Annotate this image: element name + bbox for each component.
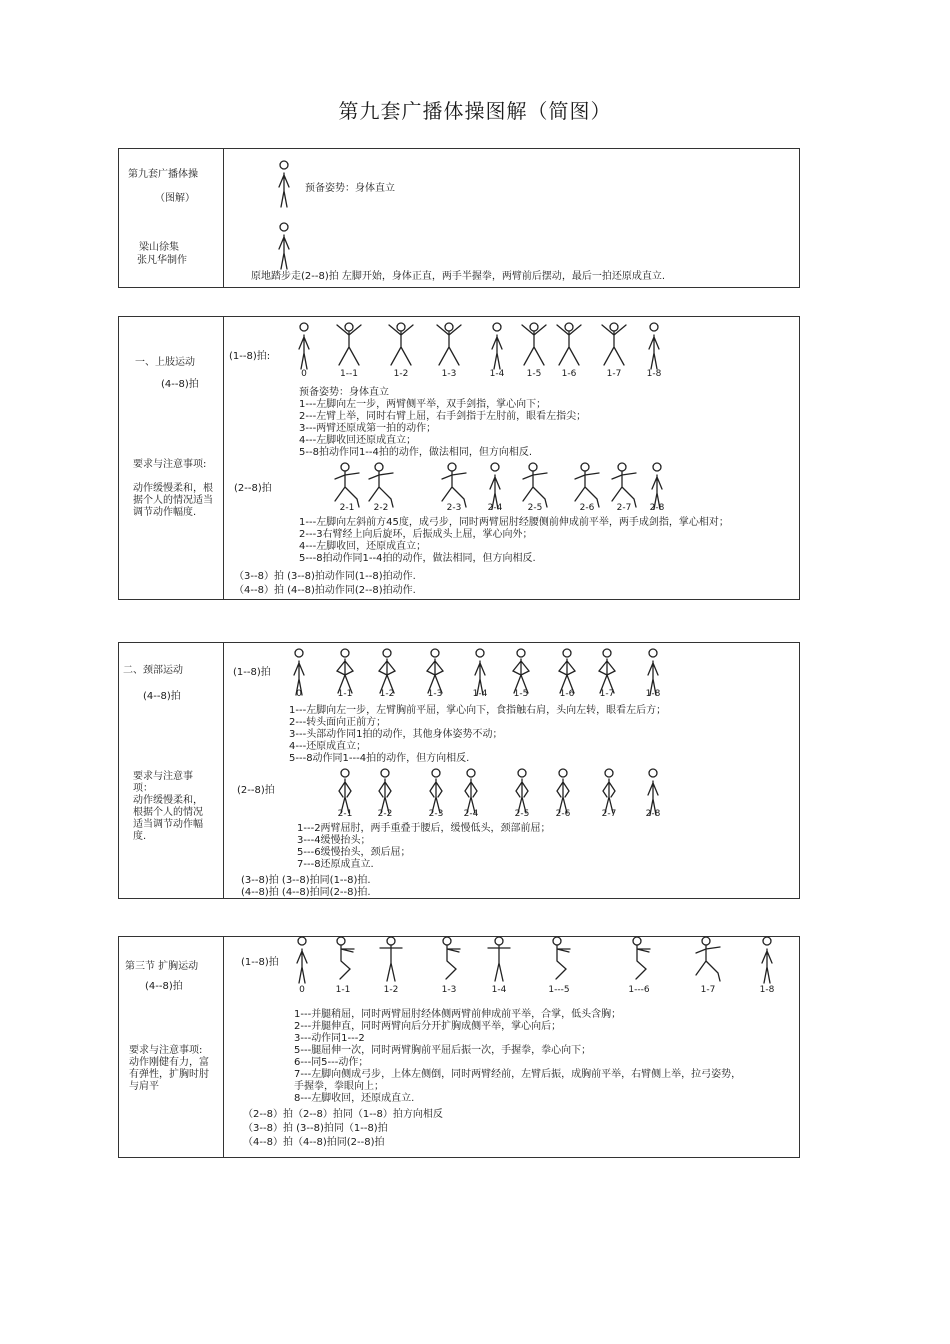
figure-head bbox=[381, 769, 389, 777]
movement-figure bbox=[514, 767, 530, 815]
section-2-notes-title: 要求与注意事项： bbox=[133, 771, 193, 794]
section-2-row1-line: 4---还原成直立； bbox=[289, 741, 367, 752]
movement-figure bbox=[377, 647, 397, 695]
section-1-row1-line: 5--8拍动作同1--4拍的动作，做法相同，但方向相反. bbox=[299, 447, 533, 458]
figure-limbs bbox=[516, 779, 528, 813]
beat-label: 1-4 bbox=[491, 985, 507, 995]
figure-limbs bbox=[649, 335, 659, 369]
movement-figure bbox=[425, 647, 445, 695]
beat-label: 0 bbox=[301, 369, 307, 379]
movement-figure bbox=[377, 767, 393, 815]
section-3-notes: 动作刚健有力，富有弹性，扩胸时肘与肩平 bbox=[129, 1057, 209, 1092]
beat-label: 1---6 bbox=[628, 985, 650, 995]
figure-head bbox=[763, 937, 771, 945]
beat-label: 1-1 bbox=[337, 689, 353, 699]
figure-head bbox=[298, 937, 306, 945]
section-2-name: 二、颈部运动 bbox=[123, 665, 183, 676]
figure-limbs bbox=[339, 779, 351, 813]
section-3-row1-line: 7---左脚向侧成弓步，上体左侧倒，同时两臂经前，左臂后振，成胸前平举，右臂侧上举，拉弓姿势， bbox=[294, 1069, 742, 1080]
figure-limbs bbox=[575, 471, 599, 507]
section-2-row1-line: 5---8动作同1---4拍的动作，但方向相反. bbox=[289, 753, 470, 764]
beat-label: 1-6 bbox=[559, 689, 575, 699]
section-3-panel bbox=[118, 936, 800, 1158]
figure-limbs bbox=[523, 471, 547, 507]
figure-limbs bbox=[603, 779, 615, 813]
movement-figure bbox=[555, 321, 583, 367]
section-2-row2-line: 5---6缓慢抬头，颈后屈； bbox=[297, 847, 411, 858]
figure-head bbox=[553, 937, 561, 945]
figure-head bbox=[493, 323, 501, 331]
figure-limbs bbox=[430, 779, 442, 813]
figure-head bbox=[280, 161, 288, 169]
figure-limbs bbox=[442, 471, 466, 507]
movement-figure bbox=[428, 767, 444, 815]
movement-figure bbox=[610, 461, 638, 509]
figure-limbs bbox=[379, 779, 391, 813]
figure-limbs bbox=[369, 471, 393, 507]
movement-figure bbox=[760, 935, 774, 985]
section-3-name: 第三节 扩胸运动 bbox=[125, 961, 199, 972]
figure-head bbox=[495, 937, 503, 945]
figure-head bbox=[517, 649, 525, 657]
figure-head bbox=[432, 769, 440, 777]
intro-heading-sub: （图解） bbox=[155, 193, 195, 204]
section-1-row2-line: 4---左脚收回，还原成直立； bbox=[299, 541, 427, 552]
section-2-row2-line: 7---8还原成直立. bbox=[297, 859, 374, 870]
section-2-row1-line: 1---左脚向左一步，左臂胸前平屈，掌心向下，食指触右肩，头向左转，眼看左后方； bbox=[289, 705, 667, 716]
intro-heading: 第九套广播体操 bbox=[128, 169, 198, 180]
beat-label: 1-7 bbox=[606, 369, 622, 379]
beat-label: 2-6 bbox=[555, 809, 571, 819]
figure-head bbox=[383, 649, 391, 657]
section-3-row4: （4--8）拍（4--8)拍同(2--8)拍 bbox=[243, 1137, 385, 1148]
beat-label: 2-3 bbox=[428, 809, 444, 819]
section-1-row1-line: 预备姿势：身体直立 bbox=[299, 387, 389, 398]
figure-head bbox=[618, 463, 626, 471]
figure-limbs bbox=[488, 945, 510, 981]
beat-label: 1-8 bbox=[645, 689, 661, 699]
figure-head bbox=[337, 937, 345, 945]
figure-limbs bbox=[696, 945, 720, 981]
figure-limbs bbox=[337, 325, 361, 365]
figure-head bbox=[341, 769, 349, 777]
movement-figure bbox=[511, 647, 531, 695]
movement-figure bbox=[463, 767, 479, 815]
movement-figure bbox=[435, 321, 463, 367]
section-3-row1-label: (1--8)拍 bbox=[241, 957, 279, 968]
figure-head bbox=[605, 769, 613, 777]
figure-head bbox=[530, 323, 538, 331]
figure-head bbox=[431, 649, 439, 657]
beat-label: 2-4 bbox=[487, 503, 503, 513]
beat-label: 2-2 bbox=[373, 503, 389, 513]
section-1-row3: （3--8）拍 (3--8)拍动作同(1--8)拍动作. bbox=[234, 571, 416, 582]
movement-figure bbox=[295, 935, 309, 985]
movement-figure bbox=[647, 321, 661, 371]
figure-limbs bbox=[612, 471, 636, 507]
figure-limbs bbox=[762, 949, 772, 983]
figure-head bbox=[702, 937, 710, 945]
beat-label: 1-5 bbox=[526, 369, 542, 379]
figure-limbs bbox=[335, 471, 359, 507]
movement-figure bbox=[337, 767, 353, 815]
figure-limbs bbox=[389, 325, 413, 365]
movement-figure bbox=[333, 461, 361, 509]
movement-figure bbox=[601, 767, 617, 815]
section-1-row2-line: 1---左脚向左斜前方45度，成弓步，同时两臂屈肘经腰侧前伸成前平举，两手成剑指，掌心相对； bbox=[299, 517, 729, 528]
section-2-row3: (3--8)拍 (3--8)拍同(1--8)拍. bbox=[241, 875, 371, 886]
figure-head bbox=[565, 323, 573, 331]
figure-limbs bbox=[513, 659, 529, 693]
figure-head bbox=[610, 323, 618, 331]
section-2-row2-label: (2--8)拍 bbox=[237, 785, 275, 796]
beat-label: 2-5 bbox=[527, 503, 543, 513]
beat-label: 0 bbox=[296, 689, 302, 699]
movement-figure bbox=[332, 935, 354, 981]
movement-figure bbox=[335, 321, 363, 367]
figure-head bbox=[650, 323, 658, 331]
figure-limbs bbox=[297, 949, 307, 983]
section-1-row4: （4--8）拍 (4--8)拍动作同(2--8)拍动作. bbox=[234, 585, 416, 596]
section-2-row1-line: 2---转头面向正前方； bbox=[289, 717, 387, 728]
figure-limbs bbox=[559, 659, 575, 693]
figure-limbs bbox=[446, 945, 460, 979]
figure-head bbox=[649, 769, 657, 777]
figure-limbs bbox=[557, 779, 569, 813]
section-3-row1-line: 1---并腿稍屈，同时两臂屈肘经体侧两臂前伸成前平举，合掌，低头含胸； bbox=[294, 1009, 622, 1020]
section-2-beats: (4--8)拍 bbox=[143, 691, 181, 702]
intro-ready-text: 预备姿势：身体直立 bbox=[305, 183, 395, 194]
beat-label: 1-3 bbox=[441, 985, 457, 995]
beat-label: 1-2 bbox=[379, 689, 395, 699]
figure-limbs bbox=[427, 659, 443, 693]
section-1-name: 一、上肢运动 bbox=[135, 357, 195, 368]
figure-head bbox=[476, 649, 484, 657]
movement-figure bbox=[438, 935, 460, 981]
figure-head bbox=[397, 323, 405, 331]
section-1-panel bbox=[118, 316, 800, 600]
beat-label: 1-7 bbox=[700, 985, 716, 995]
figure-limbs bbox=[380, 945, 402, 981]
figure-head bbox=[443, 937, 451, 945]
figure-limbs bbox=[337, 659, 353, 693]
section-3-row1-line: 6---同5---动作； bbox=[294, 1057, 369, 1068]
movement-figure bbox=[600, 321, 628, 367]
beat-label: 1-3 bbox=[441, 369, 457, 379]
section-3-row1-line: 3---动作同1---2 bbox=[294, 1033, 365, 1044]
figure-head bbox=[280, 223, 288, 231]
intro-left-column bbox=[119, 149, 224, 287]
movement-figure bbox=[521, 461, 549, 509]
section-1-beats: (4--8)拍 bbox=[161, 379, 199, 390]
movement-figure bbox=[557, 647, 577, 695]
intro-panel bbox=[118, 148, 800, 288]
section-2-row2-line: 3---4缓慢抬头； bbox=[297, 835, 371, 846]
section-3-row1-line: 5---腿屈伸一次，同时两臂胸前平屈后振一次，手握拳，拳心向下； bbox=[294, 1045, 592, 1056]
figure-head bbox=[467, 769, 475, 777]
beat-label: 1-6 bbox=[561, 369, 577, 379]
section-3-row2: （2--8）拍（2--8）拍同（1--8）拍方向相反 bbox=[243, 1109, 443, 1120]
section-1-notes-title: 要求与注意事项: bbox=[133, 459, 207, 470]
section-3-row1-line: 8---左脚收回，还原成直立. bbox=[294, 1093, 415, 1104]
figure-limbs bbox=[556, 945, 570, 979]
intro-march-text: 原地踏步走(2--8)拍 左脚开始，身体正直，两手半握拳，两臂前后摆动，最后一拍还原成直立. bbox=[251, 271, 666, 282]
section-1-row1-line: 4---左脚收回还原成直立； bbox=[299, 435, 417, 446]
section-2-row1-label: (1--8)拍 bbox=[233, 667, 271, 678]
figure-limbs bbox=[492, 335, 502, 369]
section-2-notes: 动作缓慢柔和，根据个人的情况适当调节动作幅度. bbox=[133, 795, 203, 842]
movement-figure bbox=[487, 935, 511, 983]
figure-head bbox=[300, 323, 308, 331]
figure-head bbox=[563, 649, 571, 657]
figure-head bbox=[603, 649, 611, 657]
section-3-row1-line: 手握拳，拳眼向上； bbox=[294, 1081, 384, 1092]
beat-label: 2-1 bbox=[337, 809, 353, 819]
section-1-row1-line: 2---左臂上举，同时右臂上屈，右手剑指于左肘前，眼看左指尖； bbox=[299, 411, 587, 422]
beat-label: 2-8 bbox=[645, 809, 661, 819]
figure-limbs bbox=[340, 945, 354, 979]
figure-head bbox=[518, 769, 526, 777]
beat-label: 1-4 bbox=[472, 689, 488, 699]
figure-head bbox=[581, 463, 589, 471]
standing-figure bbox=[277, 159, 291, 209]
section-1-row1-label: (1--8)拍: bbox=[229, 351, 271, 362]
beat-label: 1-8 bbox=[646, 369, 662, 379]
section-3-beats: (4--8)拍 bbox=[145, 981, 183, 992]
movement-figure bbox=[387, 321, 415, 367]
movement-figure bbox=[573, 461, 601, 509]
movement-figure bbox=[297, 321, 311, 371]
figure-head bbox=[649, 649, 657, 657]
figure-limbs bbox=[465, 779, 477, 813]
intro-author-1: 梁山徐集 bbox=[139, 242, 179, 253]
figure-limbs bbox=[557, 325, 581, 365]
beat-label: 1-2 bbox=[383, 985, 399, 995]
beat-label: 2-7 bbox=[616, 503, 632, 513]
standing-figure bbox=[277, 221, 291, 271]
figure-limbs bbox=[299, 335, 309, 369]
beat-label: 1-2 bbox=[393, 369, 409, 379]
movement-figure bbox=[379, 935, 403, 983]
figure-head bbox=[341, 463, 349, 471]
figure-head bbox=[341, 649, 349, 657]
figure-limbs bbox=[636, 945, 650, 979]
figure-head bbox=[491, 463, 499, 471]
figure-head bbox=[375, 463, 383, 471]
beat-label: 2-6 bbox=[579, 503, 595, 513]
beat-label: 1-8 bbox=[759, 985, 775, 995]
section-1-row1-line: 3---两臂还原成第一拍的动作； bbox=[299, 423, 437, 434]
movement-figure bbox=[555, 767, 571, 815]
figure-head bbox=[295, 649, 303, 657]
section-1-row2-line: 5---8拍动作同1--4拍的动作，做法相同，但方向相反. bbox=[299, 553, 536, 564]
movement-figure bbox=[628, 935, 650, 981]
beat-label: 1-7 bbox=[599, 689, 615, 699]
beat-label: 1-3 bbox=[427, 689, 443, 699]
movement-figure bbox=[694, 935, 722, 983]
figure-head bbox=[559, 769, 567, 777]
section-2-panel bbox=[118, 642, 800, 899]
section-3-left-column bbox=[119, 937, 224, 1157]
beat-label: 2-3 bbox=[446, 503, 462, 513]
figure-head bbox=[387, 937, 395, 945]
beat-label: 0 bbox=[299, 985, 305, 995]
beat-label: 1-4 bbox=[489, 369, 505, 379]
intro-author-2: 张凡华制作 bbox=[137, 255, 187, 266]
figure-limbs bbox=[599, 659, 615, 693]
section-3-row1-line: 2---并腿伸直，同时两臂向后分开扩胸成侧平举，掌心向后； bbox=[294, 1021, 562, 1032]
section-2-row2-line: 1---2两臂屈肘，两手重叠于腰后，缓慢低头，颈部前屈； bbox=[297, 823, 551, 834]
figure-head bbox=[445, 323, 453, 331]
figure-limbs bbox=[379, 659, 395, 693]
beat-label: 2-8 bbox=[649, 503, 665, 513]
section-2-left-column bbox=[119, 643, 224, 898]
figure-limbs bbox=[279, 173, 289, 207]
section-1-row2-line: 2---3右臂经上向后旋环，后振成头上屈，掌心向外； bbox=[299, 529, 533, 540]
document-title: 第九套广播体操图解（简图） bbox=[338, 99, 612, 123]
figure-limbs bbox=[437, 325, 461, 365]
movement-figure bbox=[548, 935, 570, 981]
figure-limbs bbox=[522, 325, 546, 365]
beat-label: 1-5 bbox=[513, 689, 529, 699]
beat-label: 2-5 bbox=[514, 809, 530, 819]
section-1-row2-label: (2--8)拍 bbox=[234, 483, 272, 494]
section-1-notes: 动作缓慢柔和，根据个人的情况适当调节动作幅度. bbox=[133, 483, 213, 518]
beat-label: 2-1 bbox=[339, 503, 355, 513]
movement-figure bbox=[490, 321, 504, 371]
beat-label: 1-1 bbox=[335, 985, 351, 995]
movement-figure bbox=[520, 321, 548, 367]
section-3-row3: （3--8）拍 (3--8)拍同（1--8)拍 bbox=[243, 1123, 388, 1134]
beat-label: 1---5 bbox=[548, 985, 570, 995]
section-2-row1-line: 3---头部动作同1拍的动作，其他身体姿势不动； bbox=[289, 729, 503, 740]
section-3-notes-title: 要求与注意事项: bbox=[129, 1045, 203, 1056]
figure-head bbox=[448, 463, 456, 471]
movement-figure bbox=[367, 461, 395, 509]
figure-head bbox=[653, 463, 661, 471]
movement-figure bbox=[440, 461, 468, 509]
section-1-row1-line: 1---左脚向左一步，两臂侧平举，双手剑指，掌心向下； bbox=[299, 399, 547, 410]
beat-label: 2-4 bbox=[463, 809, 479, 819]
movement-figure bbox=[597, 647, 617, 695]
movement-figure bbox=[335, 647, 355, 695]
figure-head bbox=[345, 323, 353, 331]
section-1-left-column bbox=[119, 317, 224, 599]
figure-limbs bbox=[279, 235, 289, 269]
section-2-row4: (4--8)拍 (4--8)拍同(2--8)拍. bbox=[241, 887, 371, 898]
beat-label: 1--1 bbox=[340, 369, 358, 379]
beat-label: 2-7 bbox=[601, 809, 617, 819]
figure-head bbox=[529, 463, 537, 471]
figure-limbs bbox=[602, 325, 626, 365]
beat-label: 2-2 bbox=[377, 809, 393, 819]
figure-head bbox=[633, 937, 641, 945]
